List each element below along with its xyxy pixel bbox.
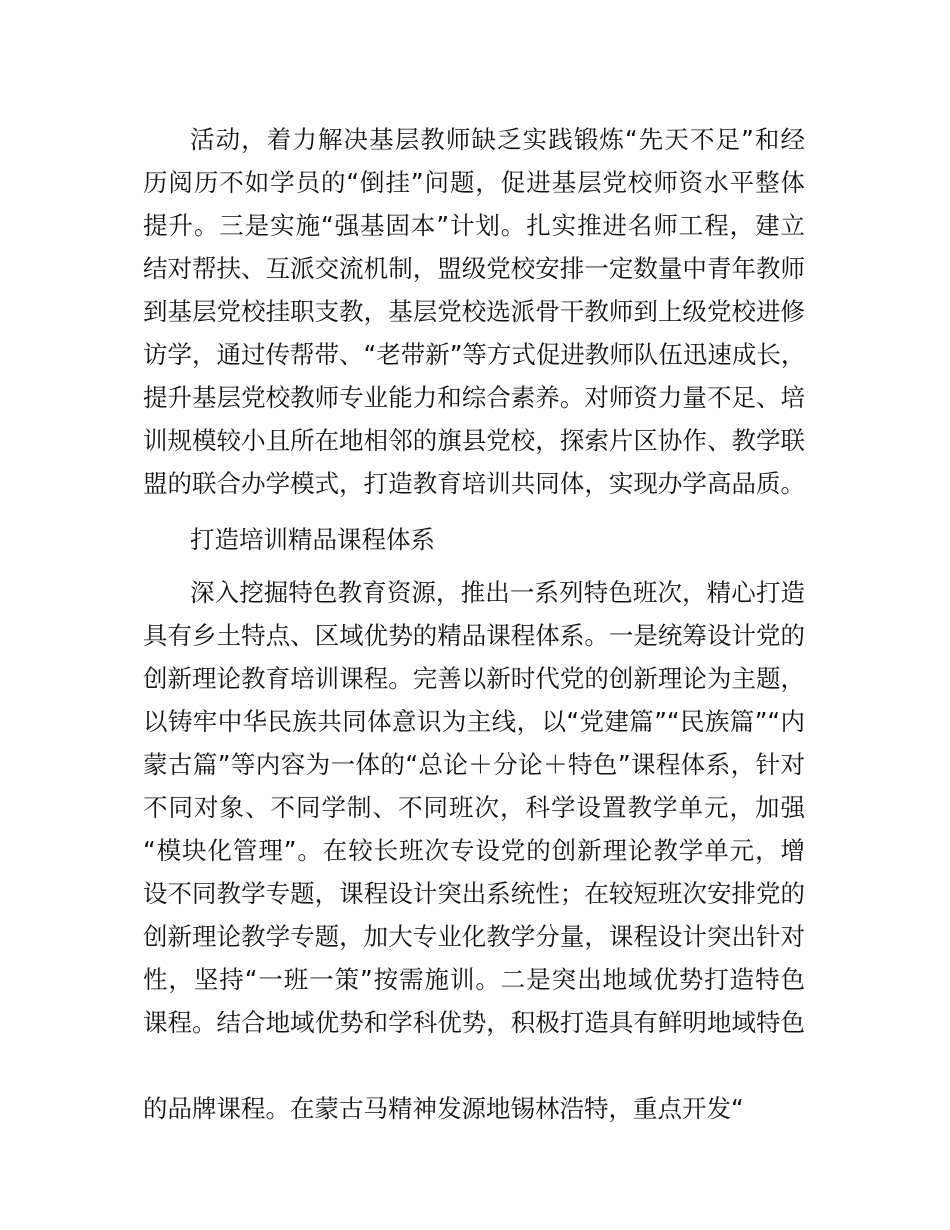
- paragraph-2-line: 创新理论教学专题，加大专业化教学分量，课程设计突出针对: [143, 922, 805, 951]
- paragraph-2-line: 创新理论教育培训课程。完善以新时代党的创新理论为主题，: [143, 664, 805, 693]
- paragraph-2-line: 具有乡土特点、区域优势的精品课程体系。一是统筹设计党的: [143, 621, 805, 650]
- paragraph-2-line: “模块化管理”。在较长班次专设党的创新理论教学单元，增: [143, 836, 805, 865]
- paragraph-1-line: 盟的联合办学模式，打造教育培训共同体，实现办学高品质。: [143, 469, 805, 498]
- paragraph-2-line: 不同对象、不同学制、不同班次，科学设置教学单元，加强: [143, 793, 805, 822]
- paragraph-1-line: 历阅历不如学员的“倒挂”问题，促进基层党校师资水平整体: [143, 168, 805, 197]
- paragraph-2-line: 课程。结合地域优势和学科优势，积极打造具有鲜明地域特色: [143, 1008, 805, 1037]
- paragraph-2-line: 性，坚持“一班一策”按需施训。二是突出地域优势打造特色: [143, 965, 805, 994]
- paragraph-2-line: 蒙古篇”等内容为一体的“总论＋分论＋特色”课程体系，针对: [143, 750, 805, 779]
- paragraph-2-line: 设不同教学专题，课程设计突出系统性；在较短班次安排党的: [143, 879, 805, 908]
- paragraph-1-line: 访学，通过传帮带、“老带新”等方式促进教师队伍迅速成长，: [143, 340, 806, 369]
- paragraph-1-line: 活动，着力解决基层教师缺乏实践锻炼“先天不足”和经: [190, 125, 805, 154]
- paragraph-2-line: 深入挖掘特色教育资源，推出一系列特色班次，精心打造: [190, 578, 805, 607]
- paragraph-1-line: 到基层党校挂职支教，基层党校选派骨干教师到上级党校进修: [143, 297, 805, 326]
- paragraph-1-line: 结对帮扶、互派交流机制，盟级党校安排一定数量中青年教师: [143, 254, 805, 283]
- paragraph-2-line: 以铸牢中华民族共同体意识为主线，以“党建篇”“民族篇”“内: [143, 707, 805, 736]
- paragraph-2-line: 的品牌课程。在蒙古马精神发源地锡林浩特，重点开发“: [143, 1094, 744, 1123]
- paragraph-1-line: 训规模较小且所在地相邻的旗县党校，探索片区协作、教学联: [143, 426, 805, 455]
- paragraph-1-line: 提升。三是实施“强基固本”计划。扎实推进名师工程，建立: [143, 211, 805, 240]
- paragraph-1-line: 提升基层党校教师专业能力和综合素养。对师资力量不足、培: [143, 383, 805, 412]
- section-heading: 打造培训精品课程体系: [190, 525, 435, 554]
